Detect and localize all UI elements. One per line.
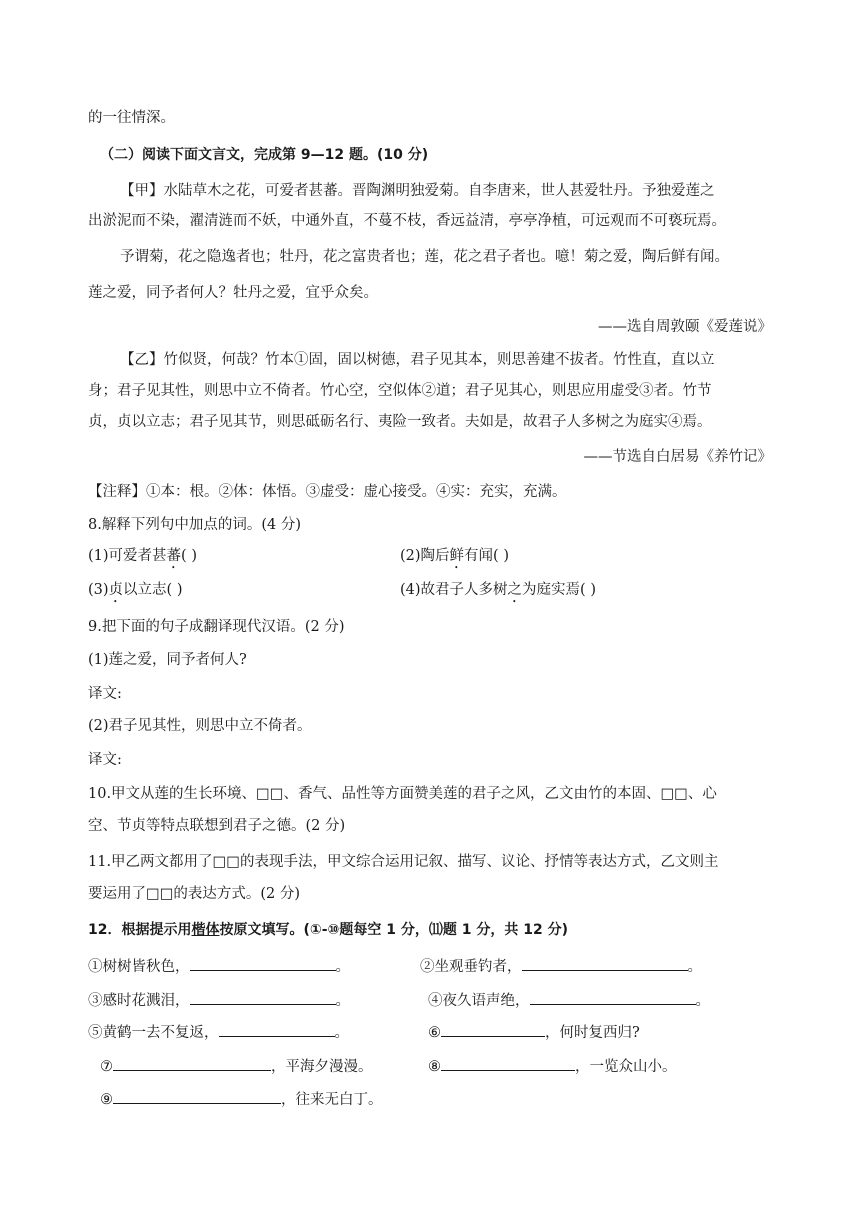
text-line: 身；君子见其性，则思中立不倚者。竹心空，空似体②道；君子见其心，则思应用虚受③者。竹节 — [88, 383, 712, 399]
q8-item-4: (4)故君子人多树之为庭实焉( ) — [400, 582, 596, 598]
source-attribution: ——选自周敦颐《爱莲说》 — [598, 319, 772, 335]
text-line: 贞，贞以立志；君子见其节，则思砥砺名行、夷险一致者。夫如是，故君子人多树之为庭实④焉。 — [88, 414, 712, 430]
question-12: 12．根据提示用楷体按原文填写。(①-⑩题每空 1 分，⑾题 1 分，共 12 分) — [88, 922, 569, 938]
question-9: 9.把下面的句子成翻译现代汉语。(2 分) — [88, 619, 345, 635]
poem-fill-2: ②坐观垂钓者， 。 — [420, 956, 702, 977]
section-heading: （二）阅读下面文言文，完成第 9—12 题。(10 分) — [100, 147, 429, 163]
poem-fill-3: ③感时花溅泪， 。 — [88, 990, 350, 1011]
poem-fill-7: ⑦ ，平海夕漫漫。 — [100, 1056, 373, 1077]
question-10-cont: 空、节贞等特点联想到君子之德。(2 分) — [88, 818, 346, 834]
poem-fill-9: ⑨ ，往来无白丁。 — [100, 1089, 383, 1110]
q9-item-1: (1)莲之爱，同予者何人? — [88, 652, 247, 668]
q8-item-3: (3)贞以立志( ) — [88, 582, 183, 598]
fill-blank[interactable] — [219, 1022, 335, 1037]
poem-fill-6: ⑥ ，何时复西归? — [428, 1022, 640, 1043]
text-line: 出淤泥而不染，濯清涟而不妖，中通外直，不蔓不枝，香远益清，亭亭净植，可远观而不可亵玩焉。 — [88, 213, 726, 229]
fill-blank[interactable] — [113, 1056, 271, 1071]
poem-fill-4: ④夜久语声绝， 。 — [428, 990, 710, 1011]
source-attribution: ——节选自白居易《养竹记》 — [583, 449, 772, 465]
text-line: 予谓菊，花之隐逸者也；牡丹，花之富贵者也；莲，花之君子者也。噫！菊之爱，陶后鲜有闻。 — [120, 249, 729, 265]
translation-label: 译文: — [88, 686, 122, 702]
text-line: 【乙】竹似贤，何哉？竹本①固，固以树德，君子见其本，则思善建不拔者。竹性直，直以立 — [120, 352, 715, 368]
fill-blank[interactable] — [522, 956, 688, 971]
question-10: 10.甲文从莲的生长环境、□□、香气、品性等方面赞美莲的君子之风，乙文由竹的本固、□□、心 — [88, 786, 717, 802]
fill-blank[interactable] — [190, 956, 336, 971]
q8-item-2: (2)陶后鲜有闻( ) — [400, 548, 509, 564]
fill-blank[interactable] — [441, 1022, 545, 1037]
fill-blank[interactable] — [530, 990, 696, 1005]
translation-label: 译文: — [88, 752, 122, 768]
annotation-line: 【注释】①本：根。②体：体悟。③虚受：虚心接受。④实：充实，充满。 — [88, 484, 567, 500]
fill-blank[interactable] — [113, 1089, 281, 1104]
fill-blank[interactable] — [190, 990, 336, 1005]
question-11: 11.甲乙两文都用了□□的表现手法，甲文综合运用记叙、描写、议论、抒情等表达方式，乙文则主 — [88, 854, 719, 870]
text-line: 【甲】水陆草木之花，可爱者甚蕃。晋陶渊明独爱菊。自李唐来，世人甚爱牡丹。予独爱莲之 — [120, 183, 715, 199]
poem-fill-5: ⑤黄鹤一去不复返， 。 — [88, 1022, 349, 1043]
text-line: 的一往情深。 — [88, 110, 175, 126]
poem-fill-8: ⑧ ，一览众山小。 — [428, 1056, 677, 1077]
q8-item-1: (1)可爱者甚蕃( ) — [88, 548, 197, 564]
poem-fill-1: ①树树皆秋色， 。 — [88, 956, 350, 977]
question-8: 8.解释下列句中加点的词。(4 分) — [88, 517, 301, 533]
question-11-cont: 要运用了□□的表达方式。(2 分) — [88, 886, 301, 902]
q9-item-2: (2)君子见其性，则思中立不倚者。 — [88, 718, 312, 734]
fill-blank[interactable] — [441, 1056, 575, 1071]
text-line: 莲之爱，同予者何人？牡丹之爱，宜乎众矣。 — [88, 285, 378, 301]
